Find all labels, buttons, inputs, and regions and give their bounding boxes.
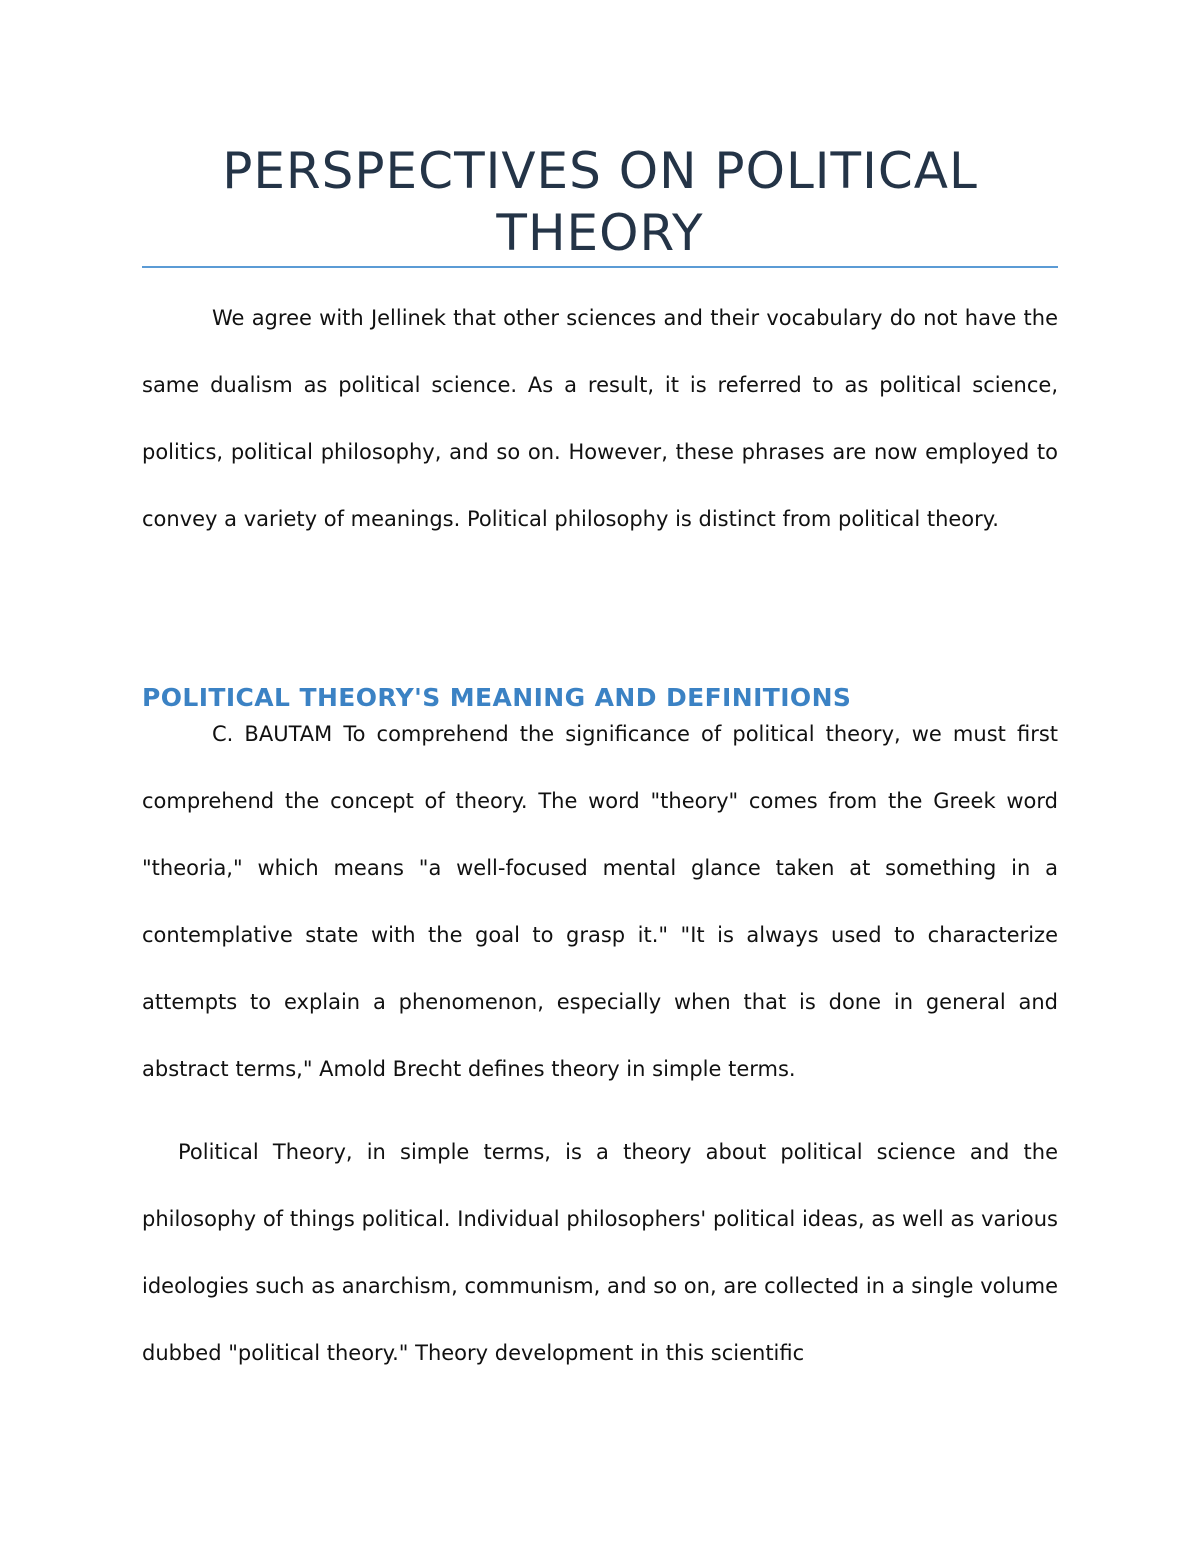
section-paragraph-2: Political Theory, in simple terms, is a theory about political science and the philosophy of things political. Individual philosophers' political ideas, as well as various ideologies such as anarchism, communism, and so on, are collected in a single volume dubbed "political theory." Theory development in this scientific xyxy=(142,1140,1058,1365)
section-heading: POLITICAL THEORY'S MEANING AND DEFINITIONS xyxy=(142,683,852,712)
title-underline-rule xyxy=(142,266,1058,268)
section-paragraph-1: C. BAUTAM To comprehend the significance of political theory, we must first comprehend the concept of theory. The word "theory" comes from the Greek word "theoria," which means "a well-focused mental glance taken at something in a contemplative state with the goal to grasp it." "It is always used to characterize attempts to explain a phenomenon, especially when that is done in general and abstract terms," Amold Brecht defines theory in simple terms. xyxy=(142,722,1058,1081)
document-title: PERSPECTIVES ON POLITICAL THEORY xyxy=(222,142,978,262)
intro-paragraph: We agree with Jellinek that other sciences and their vocabulary do not have the same dualism as political science. As a result, it is referred to as political science, politics, political philosophy, and so on. However, these phrases are now employed to convey a variety of meanings. Political philosophy is distinct from political theory. xyxy=(142,306,1058,531)
